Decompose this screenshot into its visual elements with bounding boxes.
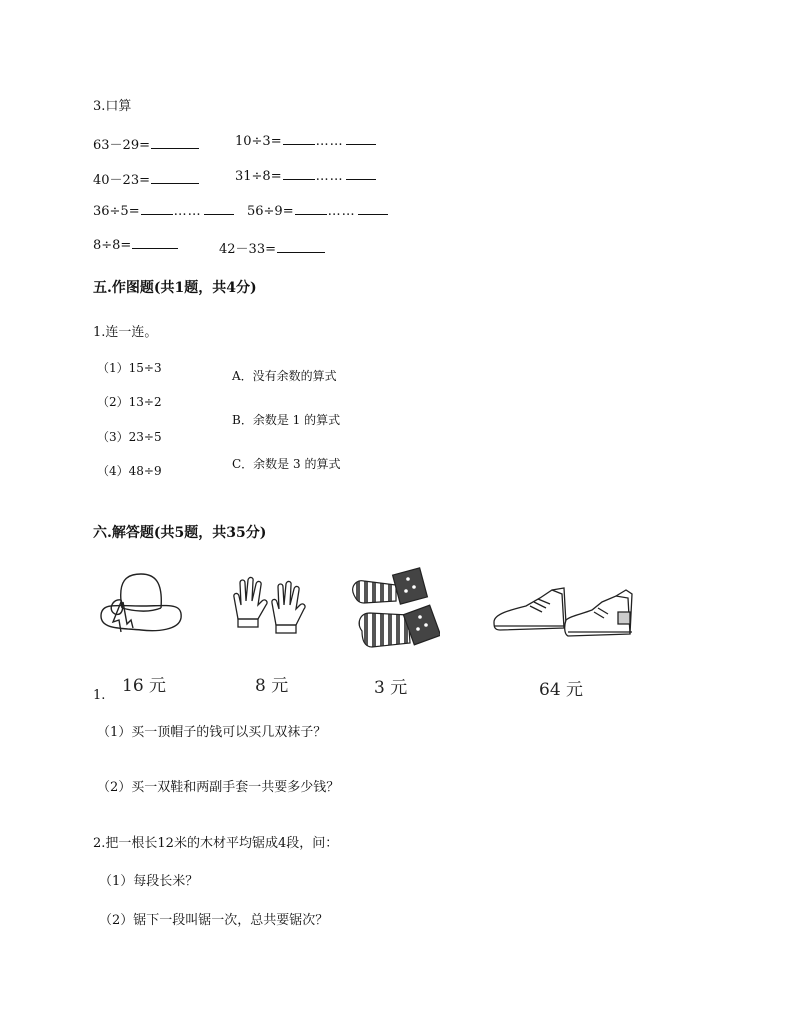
answer-blank[interactable] bbox=[151, 182, 199, 184]
section5-heading: 五.作图题(共1题，共4分) bbox=[93, 280, 257, 296]
section5-question1: 1.连一连。 bbox=[93, 325, 158, 340]
remainder-blank[interactable] bbox=[346, 178, 376, 180]
shoes-icon bbox=[490, 584, 640, 644]
match-right-item[interactable]: A．没有余数的算式 bbox=[232, 369, 337, 383]
hat-price: 16 元 bbox=[122, 676, 167, 696]
match-left-item[interactable]: （3）23÷5 bbox=[97, 430, 162, 444]
section6-q1-sub1: （1）买一顶帽子的钱可以买几双袜子？ bbox=[97, 725, 327, 740]
socks-price: 3 元 bbox=[374, 678, 408, 698]
section6-q1-sub2: （2）买一双鞋和两副手套一共要多少钱？ bbox=[97, 780, 340, 795]
section6-question1-number: 1. bbox=[93, 688, 106, 703]
calc-row3-col2: 56÷9= …… bbox=[247, 204, 388, 219]
calc-row1-col2: 10÷3= …… bbox=[235, 134, 376, 149]
quotient-blank[interactable] bbox=[295, 213, 327, 215]
remainder-blank[interactable] bbox=[204, 213, 234, 215]
quotient-blank[interactable] bbox=[283, 143, 315, 145]
shoes-price: 64 元 bbox=[539, 680, 584, 700]
calc-row3-col1: 36÷5= …… bbox=[93, 204, 234, 219]
calc-row4-col1: 8÷8= bbox=[93, 238, 178, 253]
calc-row2-col1: 40－23= bbox=[93, 169, 199, 188]
match-left-item[interactable]: （1）15÷3 bbox=[97, 361, 162, 375]
answer-blank[interactable] bbox=[277, 251, 325, 253]
section6-question2: 2.把一根长12米的木材平均锯成4段，问： bbox=[93, 836, 339, 851]
quotient-blank[interactable] bbox=[283, 178, 315, 180]
calc-row4-col2: 42－33= bbox=[219, 238, 325, 257]
gloves-icon bbox=[228, 575, 308, 637]
hat-icon bbox=[97, 570, 185, 642]
calc-row2-col2: 31÷8= …… bbox=[235, 169, 376, 184]
remainder-blank[interactable] bbox=[346, 143, 376, 145]
remainder-blank[interactable] bbox=[358, 213, 388, 215]
gloves-price: 8 元 bbox=[255, 676, 289, 696]
match-left-item[interactable]: （2）13÷2 bbox=[97, 395, 162, 409]
section6-heading: 六.解答题(共5题，共35分) bbox=[93, 525, 267, 541]
answer-blank[interactable] bbox=[132, 247, 178, 249]
match-right-item[interactable]: B．余数是 1 的算式 bbox=[232, 413, 341, 427]
match-right-item[interactable]: C．余数是 3 的算式 bbox=[232, 457, 341, 471]
section6-q2-sub2: （2）锯下一段叫锯一次，总共要锯次？ bbox=[99, 913, 329, 928]
answer-blank[interactable] bbox=[151, 147, 199, 149]
match-left-item[interactable]: （4）48÷9 bbox=[97, 464, 162, 478]
section6-q2-sub1: （1）每段长米？ bbox=[99, 874, 199, 889]
socks-icon bbox=[348, 565, 440, 653]
section3-heading: 3.口算 bbox=[93, 99, 132, 114]
quotient-blank[interactable] bbox=[141, 213, 173, 215]
calc-row1-col1: 63－29= bbox=[93, 134, 199, 153]
